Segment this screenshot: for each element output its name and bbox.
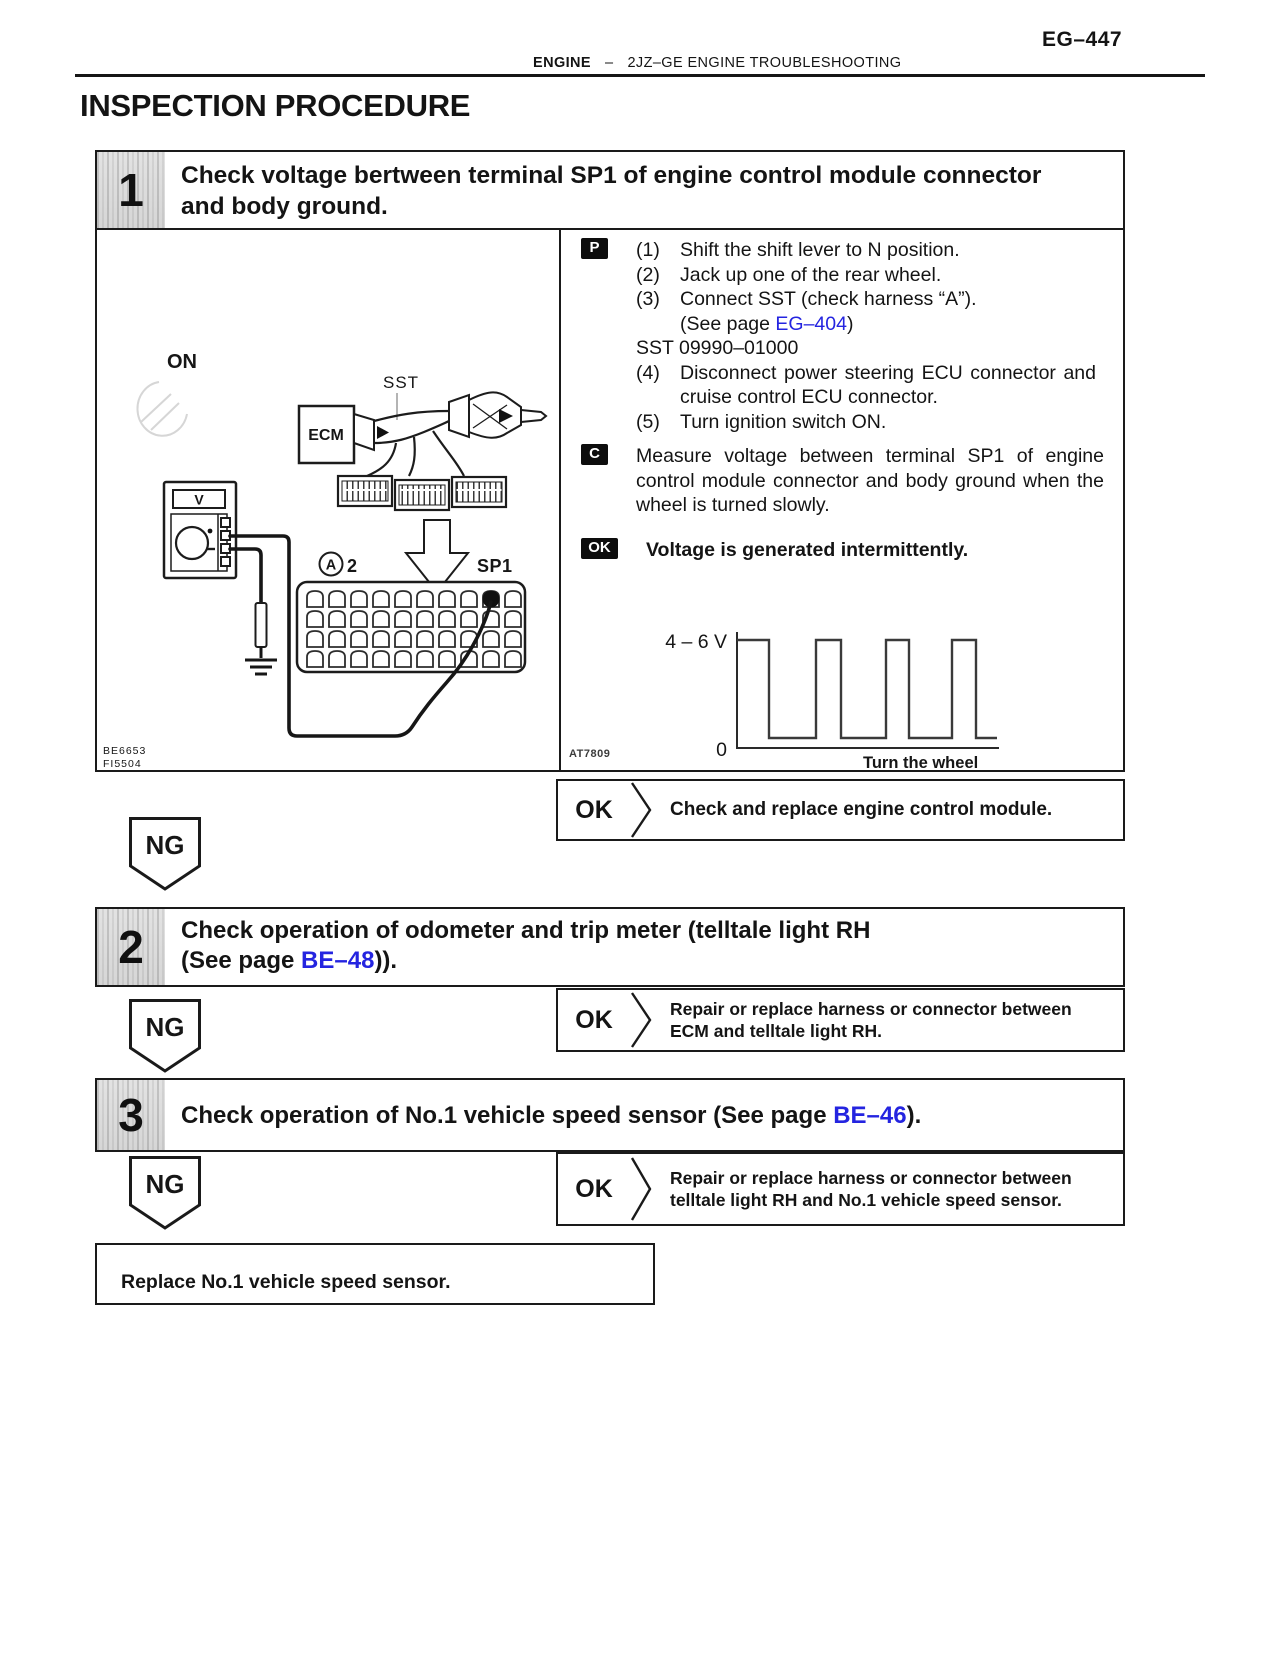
step-number: 1: [118, 164, 144, 216]
check-text: Measure voltage between terminal SP1 of engine control module connector and body ground when the wheel is turned slowly.: [636, 445, 1104, 516]
voltage-waveform-chart: [561, 598, 1124, 772]
step1-box: [95, 150, 1125, 772]
page-title: INSPECTION PROCEDURE: [80, 88, 471, 123]
step3-title: Check operation of No.1 vehicle speed sensor (See page BE–46).: [181, 1102, 922, 1129]
result-text: Check and replace engine control module.: [670, 799, 1053, 820]
prepare-badge: P: [581, 238, 608, 259]
ok-result-1: [556, 779, 1125, 841]
ok-result-label: OK: [575, 1005, 613, 1034]
step2-number-cell: [97, 909, 165, 985]
ok-condition-row: [581, 538, 968, 563]
waveform-axes: [737, 632, 999, 748]
step-number: 2: [118, 921, 144, 973]
step1-number-cell: [97, 152, 165, 228]
header-subtitle: 2JZ–GE ENGINE TROUBLESHOOTING: [627, 55, 902, 71]
diagram-panel: [97, 230, 561, 771]
check-badge: C: [581, 444, 608, 465]
ng-arrow-3: [128, 1155, 202, 1231]
step1-title: Check voltage bertween terminal SP1 of engine control module connector and body ground.: [181, 162, 1042, 220]
step2-title: Check operation of odometer and trip meter (telltale light RH (See page BE–48)).: [181, 917, 871, 974]
ground-symbol: [245, 660, 277, 674]
page-code: EG–447: [1042, 28, 1123, 51]
ng-label: NG: [145, 1169, 185, 1199]
square-wave-trace: [737, 640, 997, 738]
header-rule: [75, 74, 1205, 77]
step1-content: [97, 230, 1123, 771]
page-link-eg404[interactable]: EG–404: [775, 312, 847, 335]
final-action-box: [95, 1243, 655, 1305]
waveform-zero-label: 0: [716, 739, 727, 761]
check-harness-drawing: [299, 392, 546, 510]
figure-code-right: AT7809: [569, 747, 611, 760]
waveform-high-label: 4 – 6 V: [665, 631, 727, 653]
instruction-panel: [561, 230, 1123, 771]
ignition-key-sketch: [137, 382, 187, 436]
page-link-be46[interactable]: BE–46: [833, 1102, 907, 1129]
preparation-list: [636, 238, 1096, 434]
ng-arrow-1: [128, 816, 202, 892]
figure-code-1: BE6653: [103, 745, 147, 757]
ok-badge: OK: [581, 538, 618, 559]
harness-connectors: [338, 476, 506, 510]
voltmeter: [164, 482, 236, 578]
chevron-divider-icon: [630, 1157, 656, 1221]
check-row: [581, 444, 1104, 518]
step3-number-cell: [97, 1080, 165, 1150]
prep-item: (4) Disconnect power steering ECU connector and cruise control ECU connector.: [636, 361, 1096, 408]
prep-item: (2) Jack up one of the rear wheel.: [636, 263, 942, 286]
terminal-sp1-label: SP1: [477, 556, 513, 576]
running-header: [533, 55, 901, 71]
result-text: Repair or replace harness or connector between telltale light RH and No.1 vehicle speed sensor.: [670, 1168, 1072, 1210]
step3-box: [95, 1078, 1125, 1152]
step-number: 3: [118, 1089, 144, 1141]
ecm-label: ECM: [308, 427, 344, 444]
connector-letter: A: [325, 557, 337, 574]
wiring-diagram: [97, 230, 558, 771]
prep-item: (1) Shift the shift lever to N position.: [636, 239, 960, 261]
chevron-divider-icon: [630, 992, 656, 1048]
header-dash: –: [605, 55, 614, 71]
ng-arrow-2: [128, 998, 202, 1074]
connector-number: 2: [347, 556, 358, 576]
ng-label: NG: [145, 830, 185, 860]
prep-item: (3) Connect SST (check harness “A”).: [636, 288, 977, 310]
ecm-connector-grid: [297, 582, 525, 672]
final-action-text: Replace No.1 vehicle speed sensor.: [121, 1271, 451, 1293]
figure-code-2: FI5504: [103, 758, 142, 770]
ng-label: NG: [145, 1012, 185, 1042]
connector-id-label: [320, 553, 358, 577]
sst-label: SST: [383, 373, 420, 392]
ok-result-label: OK: [575, 795, 613, 824]
waveform-caption: Turn the wheel: [863, 754, 979, 772]
step1-header: [97, 152, 1123, 230]
chevron-divider-icon: [630, 782, 656, 838]
preparation-row: [581, 238, 1096, 434]
sst-number-line: SST 09990–01000: [636, 337, 799, 359]
ok-condition-text: Voltage is generated intermittently.: [646, 539, 969, 561]
ignition-on-label: ON: [167, 351, 197, 373]
ok-result-label: OK: [575, 1174, 613, 1203]
ok-result-3: [556, 1152, 1125, 1226]
see-page-line: (See page EG–404): [680, 312, 854, 335]
result-text: Repair or replace harness or connector between ECM and telltale light RH.: [670, 999, 1072, 1041]
prep-item: (5) Turn ignition switch ON.: [636, 410, 887, 433]
page-link-be48[interactable]: BE–48: [301, 947, 375, 974]
voltmeter-v-label: V: [194, 491, 204, 508]
header-section: ENGINE: [533, 55, 591, 71]
ok-result-2: [556, 988, 1125, 1052]
step2-box: [95, 907, 1125, 987]
